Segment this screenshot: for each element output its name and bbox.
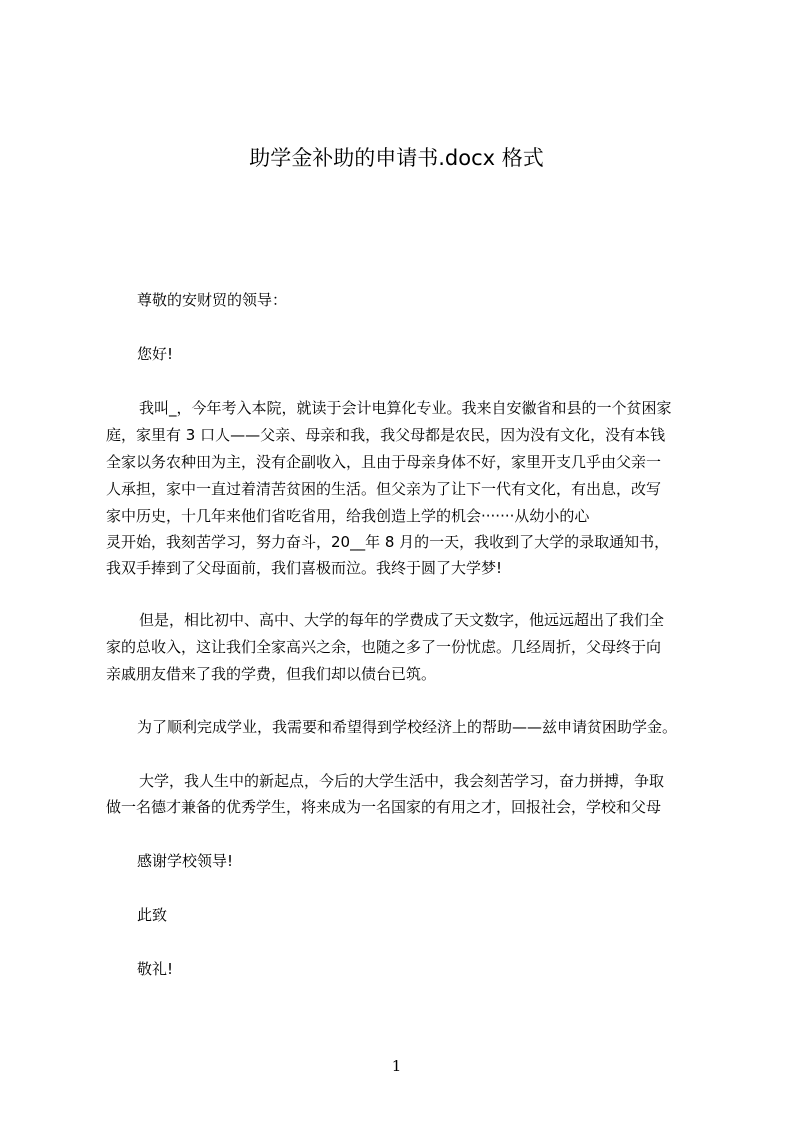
paragraph-line: 灵开始，我刻苦学习，努力奋斗，20__年 8 月的一天，我收到了大学的录取通知书， — [106, 533, 670, 551]
greeting: 您好! — [137, 345, 174, 363]
document-title: 助学金补助的申请书.docx 格式 — [249, 146, 544, 170]
paragraph-line: 人承担，家中一直过着清苦贫困的生活。但父亲为了让下一代有文化，有出息，改写 — [106, 480, 662, 498]
paragraph-line: 我叫_，今年考入本院，就读于会计电算化专业。我来自安徽省和县的一个贫困家 — [139, 399, 672, 417]
paragraph-line: 亲戚朋友借来了我的学费，但我们却以债台已筑。 — [106, 665, 437, 683]
thanks-line: 感谢学校领导! — [137, 852, 234, 870]
paragraph-line: 家的总收入，这让我们全家高兴之余，也随之多了一份忧虑。几经周折，父母终于向 — [106, 638, 662, 656]
paragraph-3: 为了顺利完成学业，我需要和希望得到学校经济上的帮助——兹申请贫困助学金。 — [137, 718, 678, 736]
closing-line-2: 敬礼! — [137, 960, 174, 978]
paragraph-line: 家中历史，十几年来他们省吃省用，给我创造上学的机会·······从幼小的心 — [106, 507, 590, 525]
page-number: 1 — [391, 1057, 402, 1075]
paragraph-line: 但是，相比初中、高中、大学的每年的学费成了天文数字，他远远超出了我们全 — [139, 611, 665, 629]
salutation: 尊敬的安财贸的领导： — [137, 291, 288, 309]
paragraph-line: 庭，家里有 3 口人——父亲、母亲和我，我父母都是农民，因为没有文化，没有本钱 — [106, 426, 666, 444]
paragraph-line: 全家以务农种田为主，没有企副收入，且由于母亲身体不好，家里开支几乎由父亲一 — [106, 453, 662, 471]
closing-line-1: 此致 — [137, 906, 168, 924]
paragraph-line: 做一名德才兼备的优秀学生，将来成为一名国家的有用之才，回报社会，学校和父母 — [106, 798, 662, 816]
paragraph-line: 大学，我人生中的新起点，今后的大学生活中，我会刻苦学习，奋力拼搏，争取 — [139, 772, 665, 790]
paragraph-line: 我双手捧到了父母面前，我们喜极而泣。我终于圆了大学梦! — [106, 559, 503, 577]
